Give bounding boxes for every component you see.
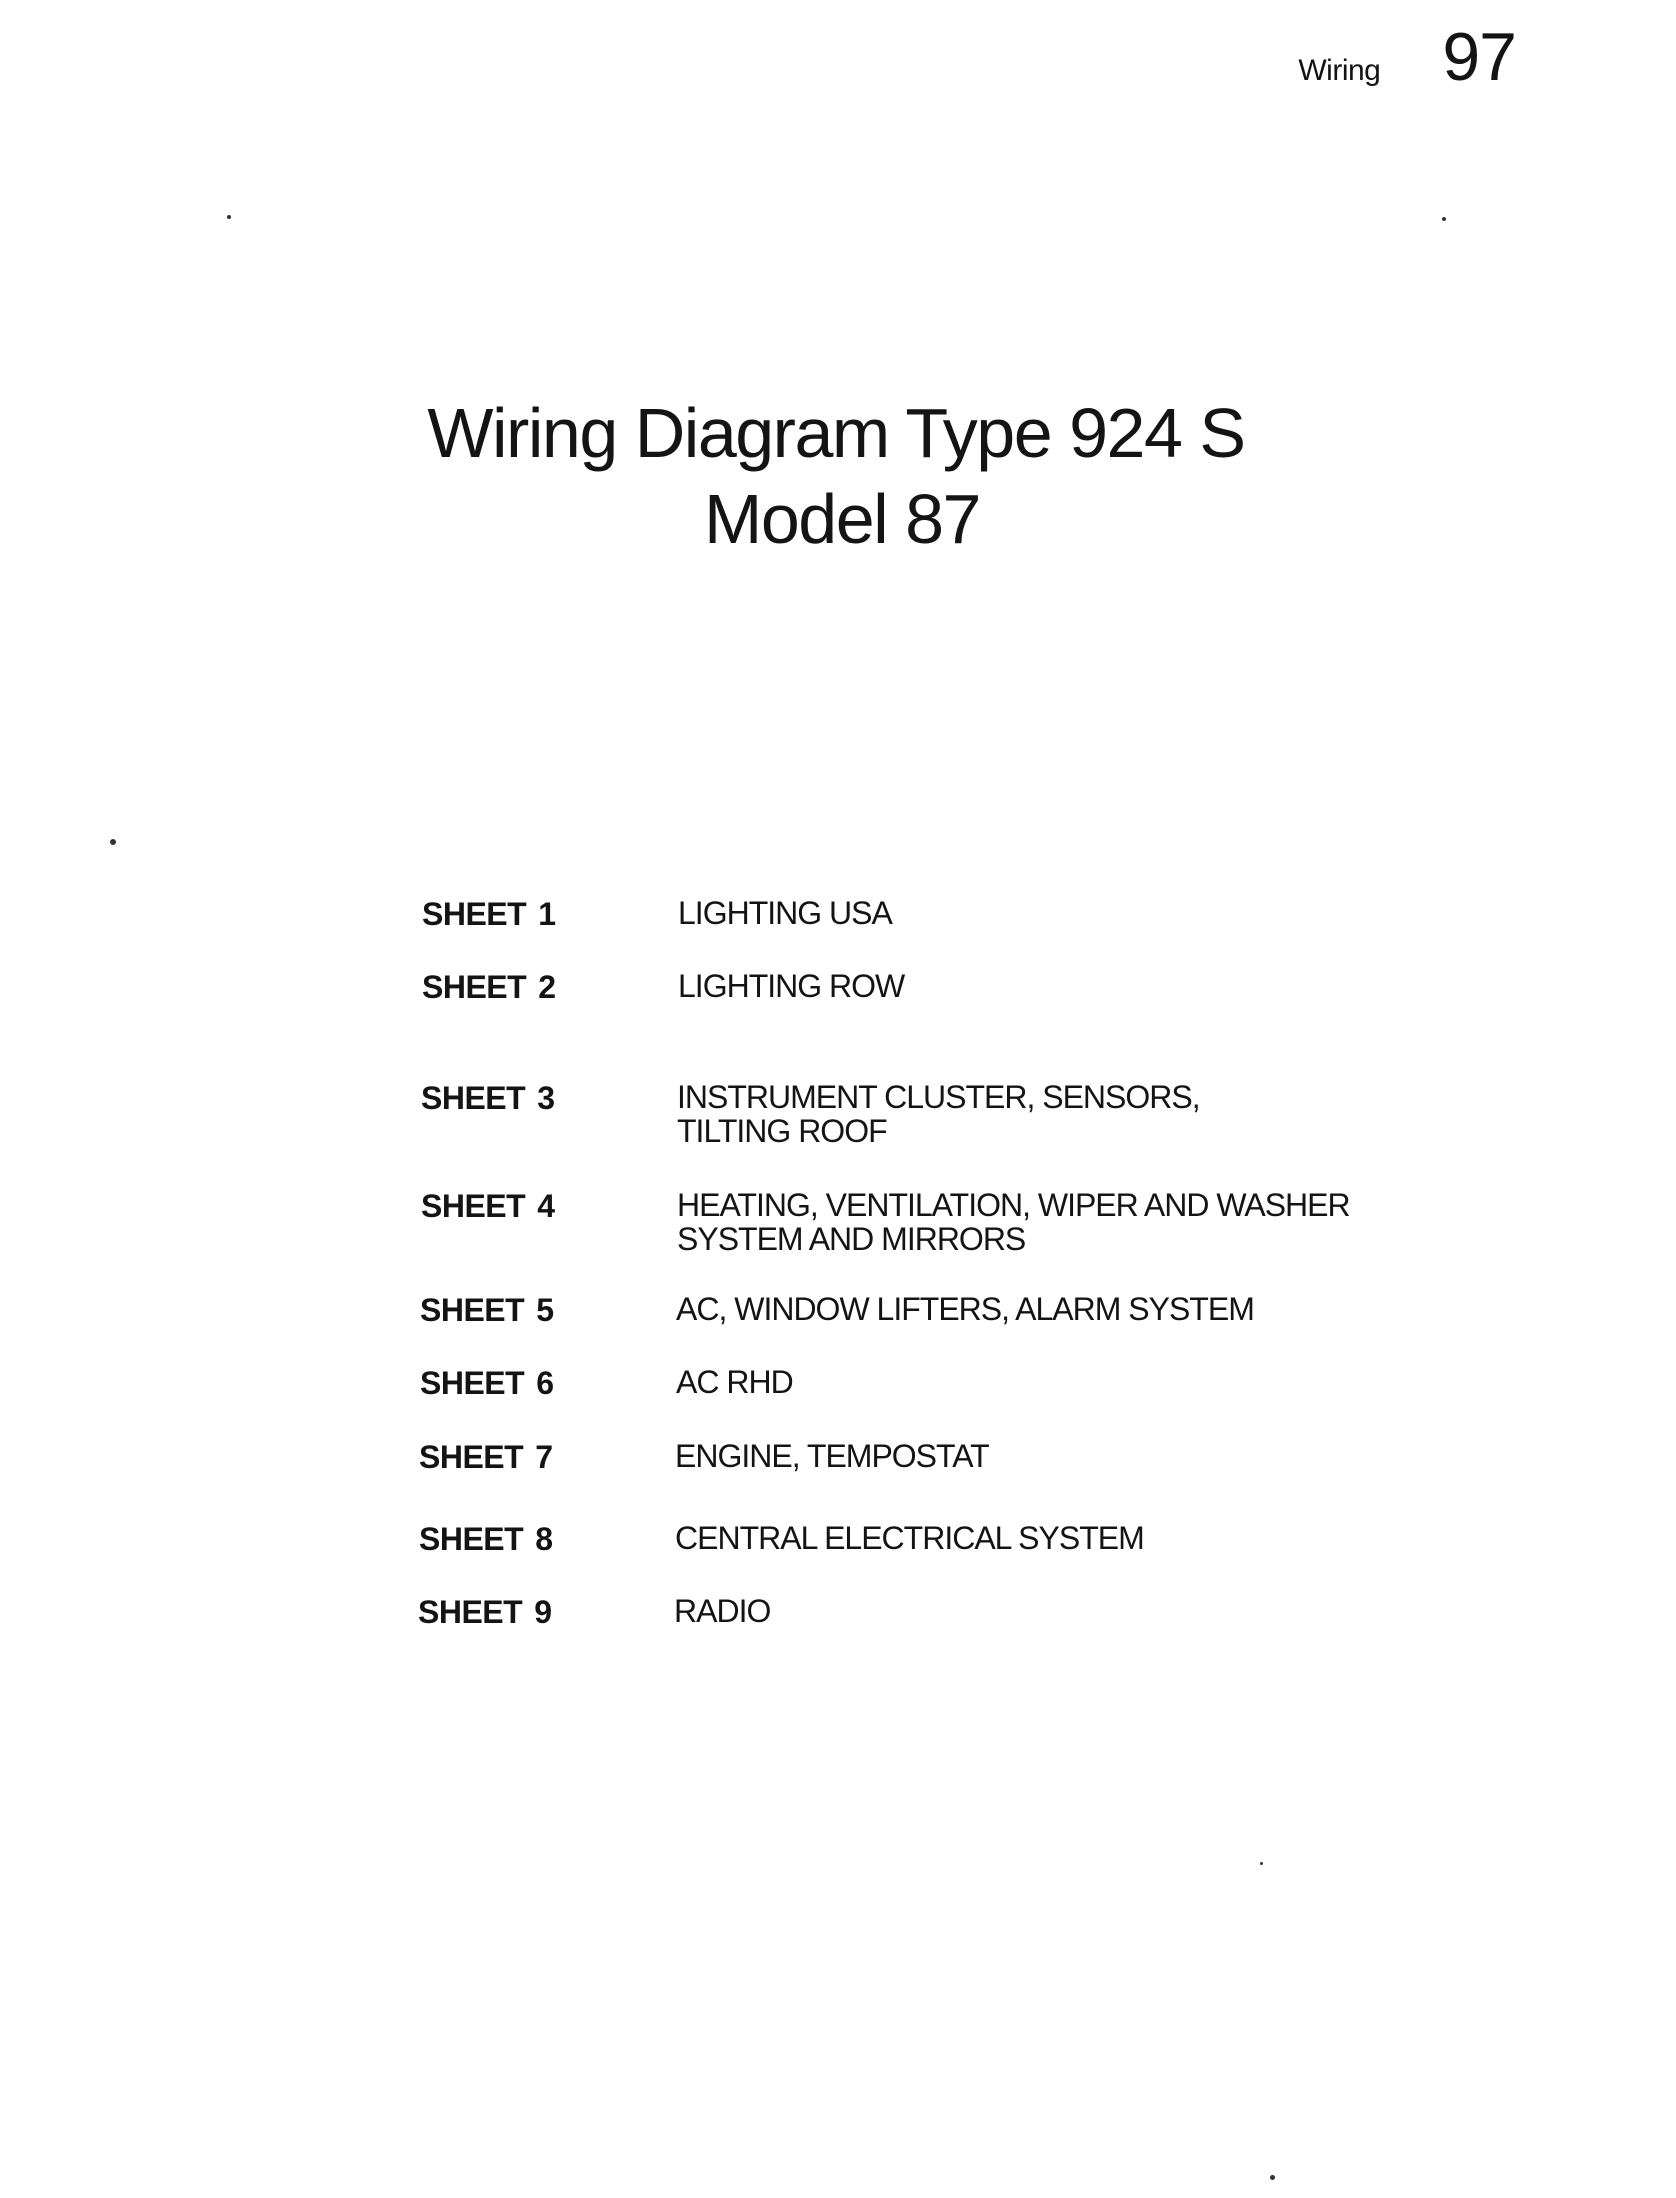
sheet-label: SHEET 8 [419,1521,553,1557]
sheet-row [418,1594,770,1631]
sheet-row [420,1292,1254,1329]
scan-speck [1260,1862,1263,1865]
sheet-row [419,1439,989,1476]
document-subtitle: Model 87 [704,480,980,558]
scan-speck [1442,217,1446,221]
sheet-description: HEATING, VENTILATION, WIPER AND WASHER SYSTEM AND MIRRORS [677,1187,1350,1257]
sheet-description: AC RHD [676,1364,793,1400]
sheet-row [421,1080,1200,1148]
sheet-description: LIGHTING ROW [678,968,905,1004]
sheet-description: RADIO [674,1593,771,1629]
scan-speck [110,839,116,845]
sheet-label: SHEET 7 [419,1439,553,1475]
sheet-description: ENGINE, TEMPOSTAT [675,1438,989,1474]
page-header [1298,18,1516,96]
page-number: 97 [1442,19,1516,95]
section-name: Wiring [1298,54,1381,87]
sheet-label: SHEET 1 [422,896,556,932]
sheet-row [421,1188,1350,1256]
sheet-label: SHEET 6 [420,1365,554,1401]
sheet-label: SHEET 9 [418,1594,552,1630]
sheet-label: SHEET 5 [420,1292,554,1328]
scan-speck [1270,2175,1275,2180]
sheet-label: SHEET 2 [422,969,556,1005]
title-block [0,390,1676,562]
scan-speck [227,215,231,219]
sheet-label: SHEET 3 [421,1080,555,1116]
sheet-row [422,969,904,1006]
sheet-row [422,896,892,933]
sheet-description: CENTRAL ELECTRICAL SYSTEM [675,1520,1144,1556]
sheet-description: AC, WINDOW LIFTERS, ALARM SYSTEM [676,1291,1254,1327]
document-title: Wiring Diagram Type 924 S [427,394,1245,472]
sheet-label: SHEET 4 [421,1188,555,1224]
sheet-row [419,1521,1144,1558]
sheet-row [420,1365,793,1402]
sheet-description: INSTRUMENT CLUSTER, SENSORS, TILTING ROOF [677,1079,1200,1149]
sheet-description: LIGHTING USA [678,895,892,931]
